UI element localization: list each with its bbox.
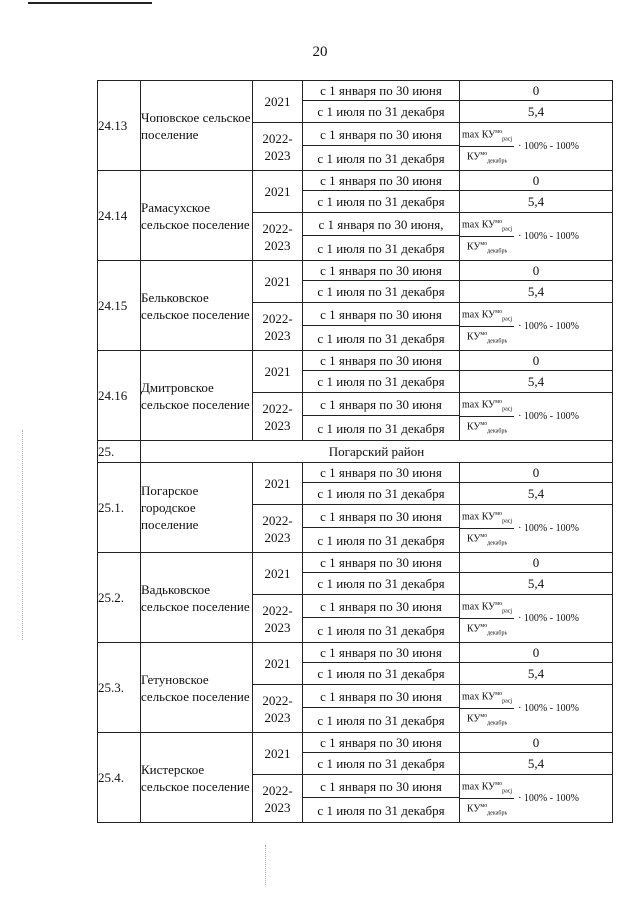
- table-row: [98, 261, 613, 281]
- row-number: 25.4.: [98, 733, 141, 823]
- formula-sub: декабрь: [487, 338, 508, 345]
- formula-sub: расj: [502, 316, 513, 322]
- value-first-half: 0: [460, 463, 613, 483]
- formula-sub: расj: [502, 136, 513, 142]
- formula-denominator: КУ: [466, 803, 481, 815]
- year-2022-2023: 2022-2023: [253, 775, 303, 823]
- period-first-half: с 1 января по 30 июня: [303, 351, 460, 371]
- formula-fraction: [460, 598, 514, 640]
- formula-cell: [460, 123, 613, 171]
- period-second-half: с 1 июля по 31 декабря: [303, 281, 460, 303]
- formula-sup: мо: [495, 218, 503, 225]
- formula-denominator: КУ: [466, 713, 481, 725]
- settlement-name: Чоповское сельское поселение: [141, 81, 253, 171]
- table-row: [98, 733, 613, 753]
- formula-fraction: [460, 508, 514, 550]
- year-2021: 2021: [253, 351, 303, 393]
- period-first-half: с 1 января по 30 июня: [303, 775, 460, 798]
- value-second-half: 5,4: [460, 483, 613, 505]
- page-number: 20: [312, 44, 328, 60]
- formula-sub: декабрь: [487, 630, 508, 637]
- formula-sub: расj: [502, 698, 513, 704]
- period-first-half: с 1 января по 30 июня,: [303, 213, 460, 236]
- formula-sub: декабрь: [487, 248, 508, 255]
- period-first-half: с 1 января по 30 июня: [303, 171, 460, 191]
- district-row: [98, 441, 613, 463]
- formula-sub: декабрь: [487, 720, 508, 727]
- formula-denominator: КУ: [466, 151, 481, 163]
- formula-tail: · 100% - 100%: [518, 523, 579, 534]
- row-number: 25.1.: [98, 463, 141, 553]
- formula-sup: мо: [495, 510, 503, 517]
- period-second-half: с 1 июля по 31 декабря: [303, 326, 460, 351]
- formula-numerator: max КУ: [462, 781, 496, 792]
- formula-tail: · 100% - 100%: [518, 793, 579, 804]
- row-number: 25.3.: [98, 643, 141, 733]
- year-2022-2023: 2022-2023: [253, 685, 303, 733]
- formula-tail: · 100% - 100%: [518, 321, 579, 332]
- row-number: 24.14: [98, 171, 141, 261]
- formula-numerator: max КУ: [462, 219, 496, 230]
- formula-sub: расj: [502, 608, 513, 614]
- formula-sup: мо: [480, 331, 488, 337]
- table-row: [98, 351, 613, 371]
- value-second-half: 5,4: [460, 663, 613, 685]
- row-number: 24.15: [98, 261, 141, 351]
- value-first-half: 0: [460, 733, 613, 753]
- period-first-half: с 1 января по 30 июня: [303, 261, 460, 281]
- formula-denominator: КУ: [466, 623, 481, 635]
- period-second-half: с 1 июля по 31 декабря: [303, 618, 460, 643]
- formula-numerator: max КУ: [462, 511, 496, 522]
- settlement-name: Рамасухское сельское поселение: [141, 171, 253, 261]
- formula-sub: декабрь: [487, 810, 508, 817]
- formula-denominator: КУ: [466, 331, 481, 343]
- year-2022-2023: 2022-2023: [253, 123, 303, 171]
- formula-denominator: КУ: [466, 533, 481, 545]
- formula-cell: [460, 595, 613, 643]
- formula-cell: [460, 505, 613, 553]
- formula-sup: мо: [495, 398, 503, 405]
- row-number: 25.2.: [98, 553, 141, 643]
- year-2022-2023: 2022-2023: [253, 393, 303, 441]
- period-second-half: с 1 июля по 31 декабря: [303, 663, 460, 685]
- settlement-name: Дмитровское сельское поселение: [141, 351, 253, 441]
- settlement-name: Гетуновское сельское поселение: [141, 643, 253, 733]
- period-first-half: с 1 января по 30 июня: [303, 393, 460, 416]
- formula-fraction: [460, 126, 514, 168]
- formula-tail: · 100% - 100%: [518, 613, 579, 624]
- formula-sup: мо: [495, 780, 503, 787]
- formula-sup: мо: [495, 600, 503, 607]
- formula-sup: мо: [495, 308, 503, 315]
- period-second-half: с 1 июля по 31 декабря: [303, 191, 460, 213]
- formula-sub: расj: [502, 406, 513, 412]
- formula-numerator: max КУ: [462, 309, 496, 320]
- formula-denominator: КУ: [466, 241, 481, 253]
- table-row: [98, 171, 613, 191]
- value-second-half: 5,4: [460, 753, 613, 775]
- footer-dots: [265, 845, 267, 885]
- value-first-half: 0: [460, 351, 613, 371]
- period-second-half: с 1 июля по 31 декабря: [303, 753, 460, 775]
- period-second-half: с 1 июля по 31 декабря: [303, 798, 460, 823]
- formula-tail: · 100% - 100%: [518, 703, 579, 714]
- formula-sub: расj: [502, 518, 513, 524]
- period-first-half: с 1 января по 30 июня: [303, 553, 460, 573]
- table-row: [98, 643, 613, 663]
- formula-cell: [460, 775, 613, 823]
- year-2022-2023: 2022-2023: [253, 595, 303, 643]
- period-first-half: с 1 января по 30 июня: [303, 303, 460, 326]
- year-2021: 2021: [253, 261, 303, 303]
- year-2021: 2021: [253, 171, 303, 213]
- header-rule: [28, 2, 152, 4]
- year-2022-2023: 2022-2023: [253, 213, 303, 261]
- year-2021: 2021: [253, 463, 303, 505]
- formula-numerator: max КУ: [462, 691, 496, 702]
- value-second-half: 5,4: [460, 101, 613, 123]
- formula-sup: мо: [480, 421, 488, 427]
- formula-fraction: [460, 216, 514, 258]
- formula-numerator: max КУ: [462, 399, 496, 410]
- period-second-half: с 1 июля по 31 декабря: [303, 101, 460, 123]
- formula-sub: декабрь: [487, 540, 508, 547]
- value-first-half: 0: [460, 171, 613, 191]
- period-first-half: с 1 января по 30 июня: [303, 595, 460, 618]
- row-number: 24.13: [98, 81, 141, 171]
- formula-cell: [460, 213, 613, 261]
- formula-cell: [460, 685, 613, 733]
- district-number: 25.: [98, 441, 141, 463]
- row-number: 24.16: [98, 351, 141, 441]
- value-first-half: 0: [460, 553, 613, 573]
- formula-fraction: [460, 778, 514, 820]
- period-second-half: с 1 июля по 31 декабря: [303, 483, 460, 505]
- period-second-half: с 1 июля по 31 декабря: [303, 416, 460, 441]
- formula-numerator: max КУ: [462, 129, 496, 140]
- formula-fraction: [460, 396, 514, 438]
- value-first-half: 0: [460, 81, 613, 101]
- formula-sub: декабрь: [487, 158, 508, 165]
- period-second-half: с 1 июля по 31 декабря: [303, 146, 460, 171]
- formula-sup: мо: [495, 690, 503, 697]
- value-second-half: 5,4: [460, 281, 613, 303]
- tariff-table: [97, 80, 613, 823]
- formula-tail: · 100% - 100%: [518, 231, 579, 242]
- period-first-half: с 1 января по 30 июня: [303, 733, 460, 753]
- formula-denominator: КУ: [466, 421, 481, 433]
- table-row: [98, 463, 613, 483]
- period-first-half: с 1 января по 30 июня: [303, 463, 460, 483]
- year-2021: 2021: [253, 733, 303, 775]
- period-first-half: с 1 января по 30 июня: [303, 123, 460, 146]
- year-2021: 2021: [253, 553, 303, 595]
- settlement-name: Погарское городское поселение: [141, 463, 253, 553]
- formula-cell: [460, 303, 613, 351]
- formula-sup: мо: [480, 713, 488, 719]
- period-first-half: с 1 января по 30 июня: [303, 685, 460, 708]
- district-name: Погарский район: [141, 441, 613, 463]
- formula-sup: мо: [480, 241, 488, 247]
- settlement-name: Кистерское сельское поселение: [141, 733, 253, 823]
- settlement-name: Бельковское сельское поселение: [141, 261, 253, 351]
- formula-tail: · 100% - 100%: [518, 141, 579, 152]
- table-row: [98, 553, 613, 573]
- formula-sup: мо: [480, 623, 488, 629]
- year-2021: 2021: [253, 81, 303, 123]
- period-first-half: с 1 января по 30 июня: [303, 81, 460, 101]
- period-second-half: с 1 июля по 31 декабря: [303, 236, 460, 261]
- year-2022-2023: 2022-2023: [253, 303, 303, 351]
- value-second-half: 5,4: [460, 371, 613, 393]
- value-first-half: 0: [460, 643, 613, 663]
- formula-sup: мо: [480, 533, 488, 539]
- formula-sup: мо: [480, 803, 488, 809]
- formula-cell: [460, 393, 613, 441]
- table-row: [98, 81, 613, 101]
- formula-tail: · 100% - 100%: [518, 411, 579, 422]
- settlement-name: Вадьковское сельское поселение: [141, 553, 253, 643]
- value-first-half: 0: [460, 261, 613, 281]
- value-second-half: 5,4: [460, 573, 613, 595]
- period-second-half: с 1 июля по 31 декабря: [303, 573, 460, 595]
- formula-sup: мо: [495, 128, 503, 135]
- formula-sub: расj: [502, 788, 513, 794]
- formula-sub: расj: [502, 226, 513, 232]
- period-second-half: с 1 июля по 31 декабря: [303, 371, 460, 393]
- formula-sub: декабрь: [487, 428, 508, 435]
- year-2021: 2021: [253, 643, 303, 685]
- year-2022-2023: 2022-2023: [253, 505, 303, 553]
- period-second-half: с 1 июля по 31 декабря: [303, 528, 460, 553]
- value-second-half: 5,4: [460, 191, 613, 213]
- period-first-half: с 1 января по 30 июня: [303, 505, 460, 528]
- formula-fraction: [460, 306, 514, 348]
- period-second-half: с 1 июля по 31 декабря: [303, 708, 460, 733]
- formula-sup: мо: [480, 151, 488, 157]
- formula-fraction: [460, 688, 514, 730]
- period-first-half: с 1 января по 30 июня: [303, 643, 460, 663]
- margin-dots: [22, 430, 24, 640]
- formula-numerator: max КУ: [462, 601, 496, 612]
